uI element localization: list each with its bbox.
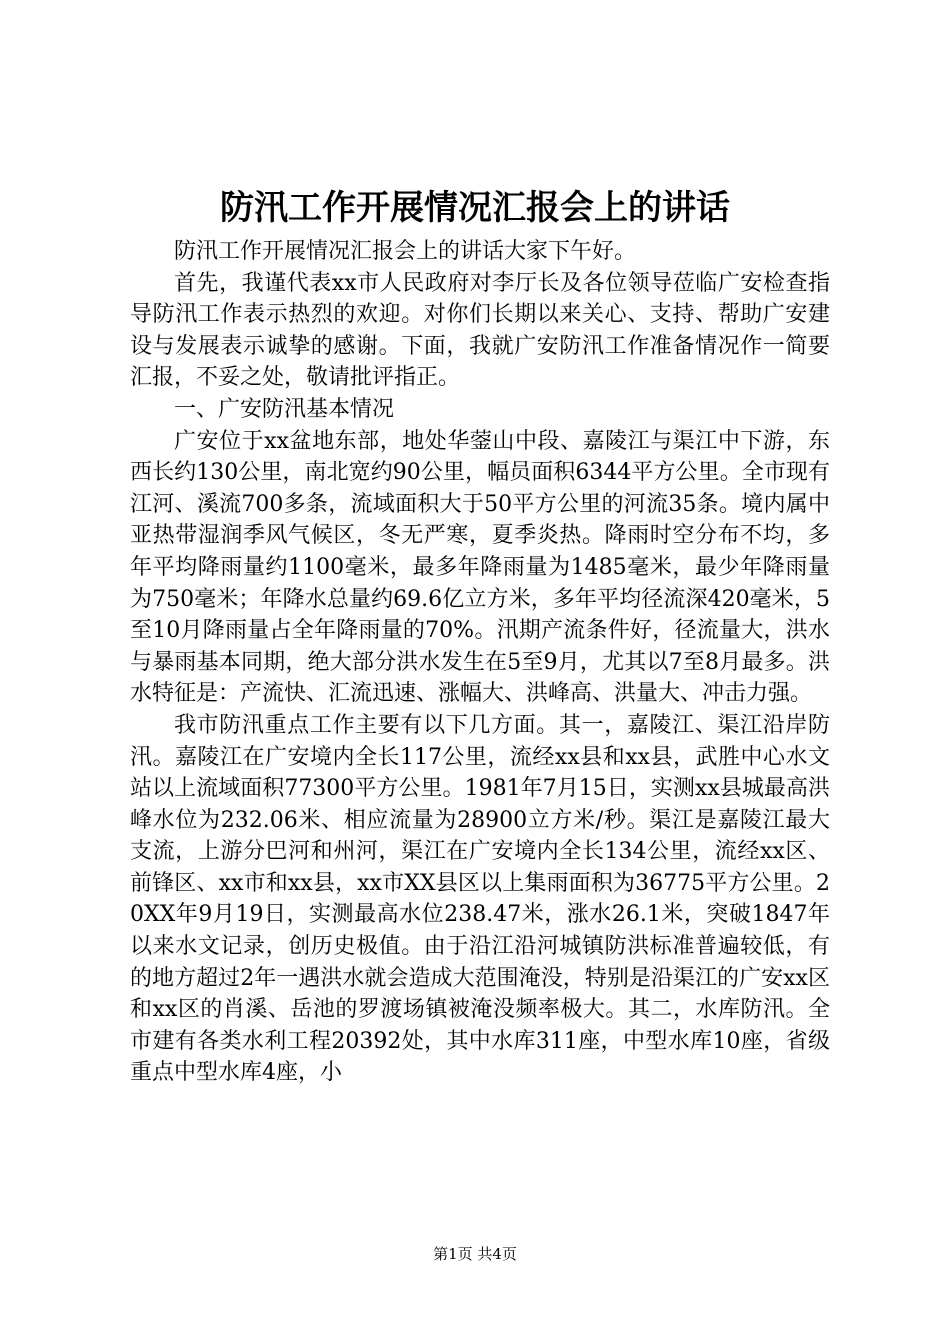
- page-footer: 第1页 共4页: [433, 1245, 517, 1263]
- document-title: 防汛工作开展情况汇报会上的讲话: [220, 188, 730, 228]
- paragraph-greeting: 防汛工作开展情况汇报会上的讲话大家下午好。: [174, 239, 637, 264]
- document-body: [130, 236, 830, 1089]
- paragraph-key-work: 我市防汛重点工作主要有以下几方面。其一，嘉陵江、渠江沿岸防汛。嘉陵江在广安境内全长117公里，流经xx县和xx县，武胜中心水文站以上流域面积77300平方公里。1981年7月15日，实测xx县城最高洪峰水位为232.06米、相应流量为28900立方米/秒。渠江是嘉陵江最大支流，上游分巴河和州河，渠江在广安境内全长134公里，流经xx区、前锋区、xx市和xx县，xx市XX县区以上集雨面积为36775平方公里。20XX年9月19日，实测最高水位238.47米，涨水26.1米，突破1847年以来水文记录，创历史极值。由于沿江沿河城镇防洪标准普遍较低，有的地方超过2年一遇洪水就会造成大范围淹没，特别是沿渠江的广安xx区和xx区的肖溪、岳池的罗渡场镇被淹没频率极大。其二，水库防汛。全市建有各类水利工程20392处，其中水库311座，中型水库10座，省级重点中型水库4座，小: [130, 712, 830, 1086]
- paragraph-welcome: 首先，我谨代表xx市人民政府对李厅长及各位领导莅临广安检查指导防汛工作表示热烈的欢迎。对你们长期以来关心、支持、帮助广安建设与发展表示诚挚的感谢。下面，我就广安防汛工作准备情况作一简要汇报，不妥之处，敬请批评指正。: [130, 270, 830, 391]
- section-heading: 一、广安防汛基本情况: [174, 396, 395, 422]
- paragraph-geography: 广安位于xx盆地东部，地处华蓥山中段、嘉陵江与渠江中下游，东西长约130公里，南北宽约90公里，幅员面积6344平方公里。全市现有江河、溪流700多条，流域面积大于50平方公里的河流35条。境内属中亚热带湿润季风气候区，冬无严寒，夏季炎热。降雨时空分布不均，多年平均降雨量约1100毫米，最多年降雨量为1485毫米，最少年降雨量为750毫米；年降水总量约69.6亿立方米，多年平均径流深420毫米，5至10月降雨量占全年降雨量的70%。汛期产流条件好，径流量大，洪水与暴雨基本同期，绝大部分洪水发生在5至9月，尤其以7至8月最多。洪水特征是：产流快、汇流迅速、涨幅大、洪峰高、洪量大、冲击力强。: [130, 428, 830, 707]
